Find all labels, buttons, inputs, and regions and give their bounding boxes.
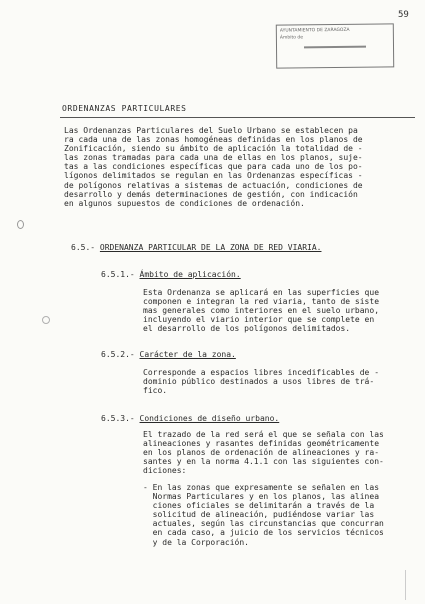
bullet-6-5-3: - En las zonas que expresamente se señalen en las Normas Particulares y en los planos, las alinea ciones oficiales se delimitarán a través de la solicitud de alineación, pudiéndose variar las actuales, según las circunstancias que concurran en cada caso, a juicio de los servicios técnicos y de la Corporación. xyxy=(143,483,384,547)
heading-6-5-1-title: Ámbito de aplicación. xyxy=(139,270,241,279)
heading-6-5-number: 6.5.- xyxy=(71,243,100,252)
heading-6-5 xyxy=(71,243,321,252)
paragraph-6-5-3: El trazado de la red será el que se señala con las alineaciones y rasantes definidas geométricamente en los planos de ordenación de alineaciones y ra- santes y en la norma 4.1.1 con las siguientes con- diciones: xyxy=(143,430,384,476)
section-divider xyxy=(60,117,415,118)
heading-6-5-3 xyxy=(101,414,279,423)
margin-scan-line xyxy=(405,570,406,600)
heading-6-5-3-title: Condiciones de diseño urbano. xyxy=(139,414,280,423)
heading-6-5-2-number: 6.5.2.- xyxy=(101,350,140,359)
heading-6-5-2 xyxy=(101,350,236,359)
punch-hole-mark xyxy=(17,220,24,229)
paragraph-6-5-2: Corresponde a espacios libres incedificables de - dominio público destinados a usos libres de trá- fico. xyxy=(143,368,380,396)
heading-6-5-1-number: 6.5.1.- xyxy=(101,270,140,279)
heading-6-5-title: ORDENANZA PARTICULAR DE LA ZONA DE RED VIARIA. xyxy=(99,243,322,252)
margin-mark xyxy=(42,316,50,324)
heading-6-5-1 xyxy=(101,270,241,279)
stamp-date xyxy=(304,46,366,49)
stamp-line-1: AYUNTAMIENTO DE ZARAGOZA xyxy=(279,27,350,34)
section-title: ORDENANZAS PARTICULARES xyxy=(62,104,187,113)
intro-paragraph: Las Ordenanzas Particulares del Suelo Urbano se establecen pa ra cada una de las zonas homogéneas definidas en los planos de Zonificación, siendo su ámbito de aplicación la totalidad de - las zonas tramadas para cada una de ellas en los planos, suje- tas a las condiciones específicas que para cada uno de los po- lígonos delimitados se regulan en las Ordenanzas específicas - de polígonos relativas a sistemas de actuación, condiciones de desarrollo y demás determinaciones de gestión, con indicación en algunos supuestos de condiciones de ordenación. xyxy=(64,126,363,208)
paragraph-6-5-1: Esta Ordenanza se aplicará en las superficies que componen e integran la red viaria, tanto de siste mas generales como interiores en el suelo urbano, incluyendo el viario interior que se complete en el desarrollo de los polígonos delimitados. xyxy=(143,288,380,334)
registry-stamp xyxy=(276,23,394,68)
heading-6-5-3-number: 6.5.3.- xyxy=(101,414,140,423)
stamp-line-2: Ámbito de xyxy=(279,35,304,41)
page-number: 59 xyxy=(398,10,409,20)
heading-6-5-2-title: Carácter de la zona. xyxy=(139,350,236,359)
